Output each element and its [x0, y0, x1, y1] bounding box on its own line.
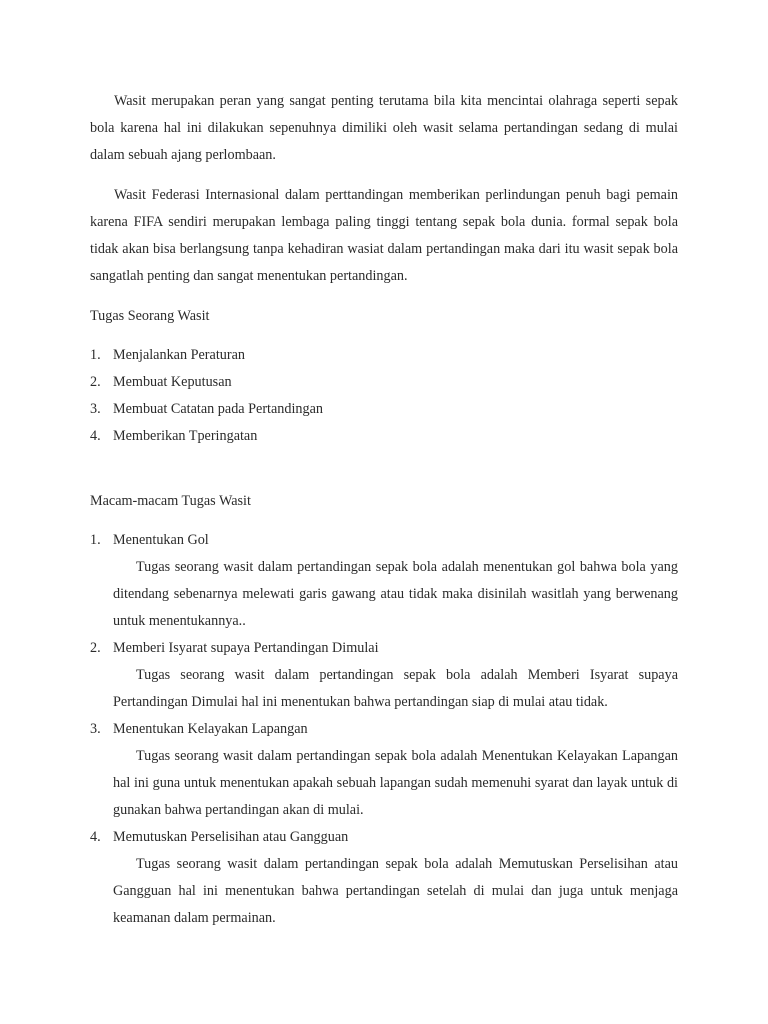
list-item	[90, 342, 678, 369]
list-item	[90, 635, 678, 716]
document-page	[90, 88, 678, 932]
list-item-description: Tugas seorang wasit dalam pertandingan sepak bola adalah Memberi Isyarat supaya Pertandingan Dimulai hal ini menentukan bahwa pertandingan siap di mulai atau tidak.	[113, 667, 678, 710]
list-item	[90, 527, 678, 635]
list-item-title: Memberi Isyarat supaya Pertandingan Dimulai	[113, 640, 379, 656]
list-item-description: Tugas seorang wasit dalam pertandingan sepak bola adalah Menentukan Kelayakan Lapangan hal ini guna untuk menentukan apakah sebuah lapangan sudah memenuhi syarat dan layak untuk di gunakan bahwa pertandingan akan di mulai.	[113, 748, 678, 818]
list-number: 1.	[90, 532, 101, 548]
list-item	[90, 369, 678, 396]
section-heading-macam: Macam-macam Tugas Wasit	[90, 493, 251, 509]
list-item-title: Menentukan Gol	[113, 532, 209, 548]
duty-list	[90, 342, 678, 450]
list-item-title: Menentukan Kelayakan Lapangan	[113, 721, 308, 737]
intro-paragraph-2: Wasit Federasi Internasional dalam perttandingan memberikan perlindungan penuh bagi pemain karena FIFA sendiri merupakan lembaga paling tinggi tentang sepak bola dunia. formal sepak bola tidak akan bisa berlangsung tanpa kehadiran wasiat dalam pertandingan maka dari itu wasit sepak bola sangatlah penting dan sangat menentukan pertandingan.	[90, 187, 678, 284]
list-number: 3.	[90, 401, 101, 417]
list-item	[90, 423, 678, 450]
list-item-description: Tugas seorang wasit dalam pertandingan sepak bola adalah Memutuskan Perselisihan atau Gangguan hal ini menentukan bahwa pertandingan setelah di mulai dan juga untuk menjaga keamanan dalam permainan.	[113, 856, 678, 926]
list-number: 4.	[90, 428, 101, 444]
duty-detail-list	[90, 527, 678, 932]
list-number: 1.	[90, 347, 101, 363]
list-number: 3.	[90, 721, 101, 737]
list-item	[90, 716, 678, 824]
section-heading-tugas: Tugas Seorang Wasit	[90, 308, 210, 324]
list-item-description: Tugas seorang wasit dalam pertandingan sepak bola adalah menentukan gol bahwa bola yang ditendang sebenarnya melewati garis gawang atau tidak maka disinilah wasitlah yang berwenang untuk menentukannya..	[113, 559, 678, 629]
list-number: 2.	[90, 374, 101, 390]
list-item-text: Menjalankan Peraturan	[113, 347, 245, 363]
intro-paragraph-1: Wasit merupakan peran yang sangat penting terutama bila kita mencintai olahraga seperti sepak bola karena hal ini dilakukan sepenuhnya dimiliki oleh wasit selama pertandingan sedang di mulai dalam sebuah ajang perlombaan.	[90, 93, 678, 163]
list-item-title: Memutuskan Perselisihan atau Gangguan	[113, 829, 349, 845]
list-number: 2.	[90, 640, 101, 656]
list-number: 4.	[90, 829, 101, 845]
list-item	[90, 824, 678, 932]
list-item	[90, 396, 678, 423]
list-item-text: Membuat Catatan pada Pertandingan	[113, 401, 323, 417]
list-item-text: Memberikan Tperingatan	[113, 428, 258, 444]
list-item-text: Membuat Keputusan	[113, 374, 232, 390]
